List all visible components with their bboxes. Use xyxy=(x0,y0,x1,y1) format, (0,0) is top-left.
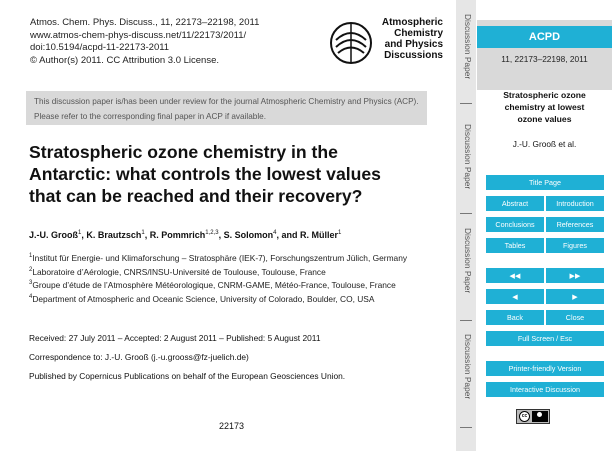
page-number: 22173 xyxy=(219,421,245,431)
logo-wordmark: Atmospheric Chemistry and Physics Discussions xyxy=(381,17,443,61)
panel-authors: J.-U. Grooß et al. xyxy=(512,139,577,149)
previous-page-icon[interactable]: ◀ xyxy=(486,289,544,304)
title-page-button[interactable]: Title Page xyxy=(486,175,604,190)
cc-by-icon[interactable] xyxy=(516,409,550,424)
doi: doi:10.5194/acpd-11-22173-2011 xyxy=(30,42,170,53)
affiliation: $^3$Groupe d’étude de l’Atmosphère Météorologique, CNRM-GAME, Météo-France, Toulouse, France xyxy=(29,280,396,290)
close-button[interactable]: Close xyxy=(546,310,604,325)
fullscreen-button[interactable]: Full Screen / Esc xyxy=(486,331,604,346)
affiliations xyxy=(29,251,449,305)
panel-title: Stratospheric ozone chemistry at lowest ozone values xyxy=(503,90,586,124)
separator-tick xyxy=(460,103,472,104)
separator-label: Discussion Paper xyxy=(463,124,473,190)
affiliation: $^1$Institut für Energie- und Klimaforschung – Stratosphäre (IEK-7), Forschungszentrum Jülich, Germany xyxy=(29,253,408,263)
separator-tick xyxy=(460,213,472,214)
publisher-note: Published by Copernicus Publications on behalf of the European Geosciences Union. xyxy=(29,371,346,381)
separator-tick xyxy=(460,427,472,428)
egu-logo-icon xyxy=(328,20,374,66)
last-page-icon[interactable]: ▶▶ xyxy=(546,268,604,283)
navigation-panel xyxy=(477,0,612,451)
review-notice: This discussion paper is/has been under review for the journal Atmospheric Chemistry and Physics (ACP). Please refer to the corresponding final paper in ACP if available. xyxy=(26,91,427,125)
journal-url[interactable]: www.atmos-chem-phys-discuss.net/11/22173/2011/ xyxy=(30,29,247,41)
separator-label: Discussion Paper xyxy=(463,228,473,294)
person-icon xyxy=(537,412,542,417)
cc-circle-icon: cc xyxy=(519,411,530,422)
author: R. Müller xyxy=(299,230,338,240)
journal-metadata xyxy=(30,17,259,67)
publication-dates: Received: 27 July 2011 – Accepted: 2 August 2011 – Published: 5 August 2011 xyxy=(29,333,321,343)
tables-button[interactable]: Tables xyxy=(486,238,544,253)
separator-label: Discussion Paper xyxy=(463,334,473,400)
copyright: © Author(s) 2011. CC Attribution 3.0 License. xyxy=(30,54,220,66)
affiliation: $^2$Laboratoire d’Aérologie, CNRS/INSU-Université de Toulouse, Toulouse, France xyxy=(29,266,326,277)
author: S. Solomon xyxy=(223,230,274,240)
back-button[interactable]: Back xyxy=(486,310,544,325)
author-list: J.-U. Grooß$^1$, K. Brautzsch$^1$, R. Pommrich$^{1,2,3}$, S. Solomon$^4$, and R. Müller$^1$ xyxy=(29,230,342,240)
printer-friendly-button[interactable]: Printer-friendly Version xyxy=(486,361,604,376)
references-button[interactable]: References xyxy=(546,217,604,232)
discussion-paper-strip xyxy=(456,0,476,451)
separator-label: Discussion Paper xyxy=(463,14,473,80)
figures-button[interactable]: Figures xyxy=(546,238,604,253)
affiliation: $^4$Department of Atmospheric and Oceanic Science, University of Colorado, Boulder, CO, USA xyxy=(29,293,375,304)
introduction-button[interactable]: Introduction xyxy=(546,196,604,211)
paper-title: Stratospheric ozone chemistry in the Antarctic: what controls the lowest values that can be reached and their recovery? xyxy=(29,142,381,206)
author: R. Pommrich xyxy=(149,230,206,240)
separator-tick xyxy=(460,320,472,321)
abstract-button[interactable]: Abstract xyxy=(486,196,544,211)
correspondence: Correspondence to: J.-U. Grooß (j.-u.grooss@fz-juelich.de) xyxy=(29,352,249,362)
first-page-icon[interactable]: ◀◀ xyxy=(486,268,544,283)
author: K. Brautzsch xyxy=(86,230,142,240)
journal-citation: Atmos. Chem. Phys. Discuss., 11, 22173–22198, 2011 xyxy=(30,17,260,28)
acpd-label: ACPD xyxy=(477,26,612,48)
journal-logo xyxy=(323,17,443,73)
panel-reference: 11, 22173–22198, 2011 xyxy=(501,54,588,64)
next-page-icon[interactable]: ▶ xyxy=(546,289,604,304)
interactive-discussion-button[interactable]: Interactive Discussion xyxy=(486,382,604,397)
author: J.-U. Grooß xyxy=(29,230,78,240)
conclusions-button[interactable]: Conclusions xyxy=(486,217,544,232)
